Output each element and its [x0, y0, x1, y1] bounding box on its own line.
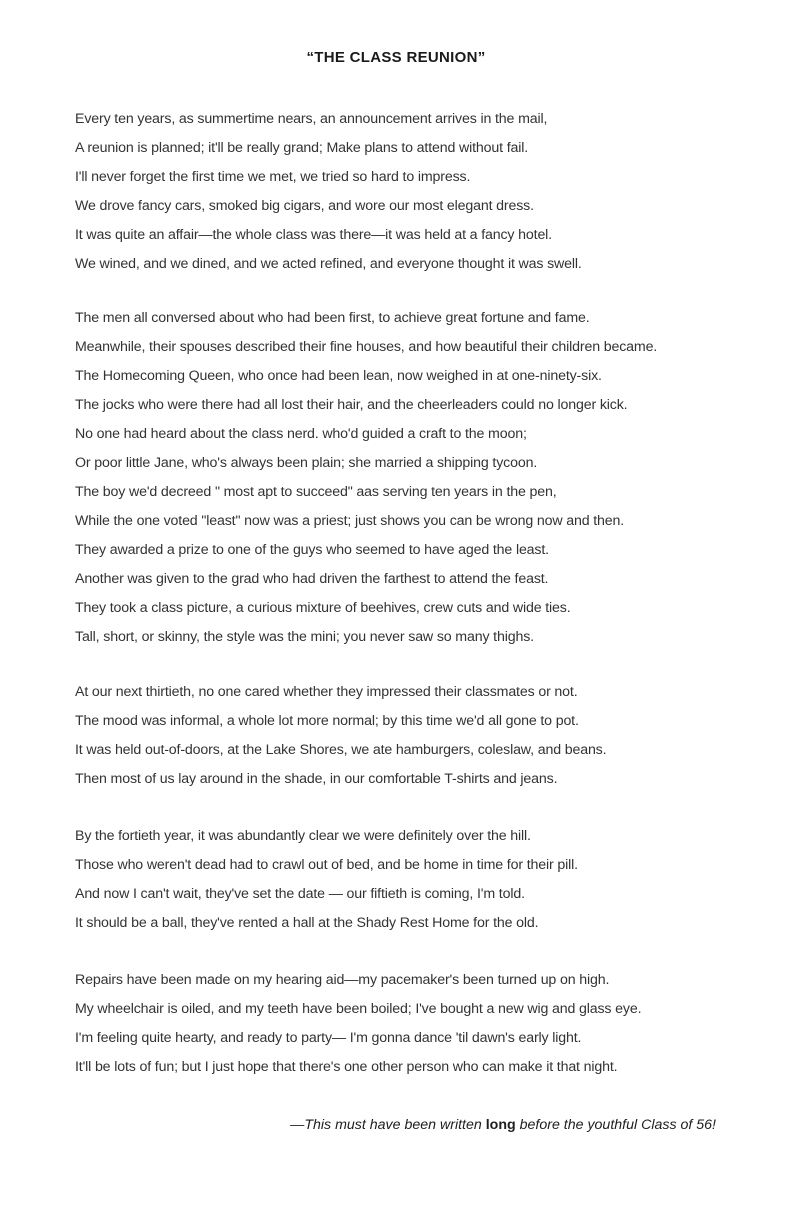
stanza-2 [75, 304, 745, 652]
poem-line: I'm feeling quite hearty, and ready to party— I'm gonna dance 'til dawn's early light. [75, 1030, 582, 1046]
poem-line: Another was given to the grad who had driven the farthest to attend the feast. [75, 571, 549, 587]
poem-line: Every ten years, as summertime nears, an announcement arrives in the mail, [75, 111, 548, 127]
poem-line: A reunion is planned; it'll be really grand; Make plans to attend without fail. [75, 140, 529, 156]
poem-line: The boy we'd decreed " most apt to succeed" aas serving ten years in the pen, [75, 484, 557, 500]
poem-line: The men all conversed about who had been first, to achieve great fortune and fame. [75, 310, 590, 326]
poem-line: Or poor little Jane, who's always been plain; she married a shipping tycoon. [75, 455, 538, 471]
poem-line: They awarded a prize to one of the guys who seemed to have aged the least. [75, 542, 549, 558]
footer-emphasis: long [485, 1117, 516, 1133]
poem-line: Meanwhile, their spouses described their fine houses, and how beautiful their children became. [75, 339, 658, 355]
poem-line: We wined, and we dined, and we acted refined, and everyone thought it was swell. [75, 256, 582, 272]
poem-line: Repairs have been made on my hearing aid—my pacemaker's been turned up on high. [75, 972, 610, 988]
poem-line: Those who weren't dead had to crawl out of bed, and be home in time for their pill. [75, 857, 578, 873]
stanza-5 [75, 966, 745, 1082]
poem-line: The jocks who were there had all lost their hair, and the cheerleaders could no longer kick. [75, 397, 628, 413]
poem-line: Tall, short, or skinny, the style was the mini; you never saw so many thighs. [75, 629, 534, 645]
poem-line: The Homecoming Queen, who once had been lean, now weighed in at one-ninety-six. [75, 368, 602, 384]
poem-line: The mood was informal, a whole lot more normal; by this time we'd all gone to pot. [75, 713, 579, 729]
poem-line: While the one voted "least" now was a priest; just shows you can be wrong now and then. [75, 513, 625, 529]
poem-line: At our next thirtieth, no one cared whether they impressed their classmates or not. [75, 684, 578, 700]
poem-line: We drove fancy cars, smoked big cigars, and wore our most elegant dress. [75, 198, 534, 214]
poem-line: No one had heard about the class nerd. who'd guided a craft to the moon; [75, 426, 527, 442]
poem-title: “THE CLASS REUNION” [306, 49, 486, 66]
poem-line: It should be a ball, they've rented a hall at the Shady Rest Home for the old. [75, 915, 539, 931]
poem-line: My wheelchair is oiled, and my teeth have been boiled; I've bought a new wig and glass eye. [75, 1001, 642, 1017]
poem-line: I'll never forget the first time we met, we tried so hard to impress. [75, 169, 471, 185]
stanza-1 [75, 105, 745, 279]
stanza-4 [75, 822, 745, 938]
poem-line: Then most of us lay around in the shade, in our comfortable T-shirts and jeans. [75, 771, 558, 787]
poem-line: It'll be lots of fun; but I just hope that there's one other person who can make it that night. [75, 1059, 618, 1075]
footer-note [290, 1117, 716, 1133]
poem-line: And now I can't wait, they've set the date — our fiftieth is coming, I'm told. [75, 886, 525, 902]
footer-text-after: before the youthful Class of 56! [515, 1117, 716, 1133]
poem-line: It was quite an affair—the whole class was there—it was held at a fancy hotel. [75, 227, 552, 243]
footer-text-before: —This must have been written [290, 1117, 486, 1133]
poem-line: They took a class picture, a curious mixture of beehives, crew cuts and wide ties. [75, 600, 571, 616]
stanza-3 [75, 678, 745, 794]
poem-line: By the fortieth year, it was abundantly clear we were definitely over the hill. [75, 828, 531, 844]
poem-line: It was held out-of-doors, at the Lake Shores, we ate hamburgers, coleslaw, and beans. [75, 742, 607, 758]
